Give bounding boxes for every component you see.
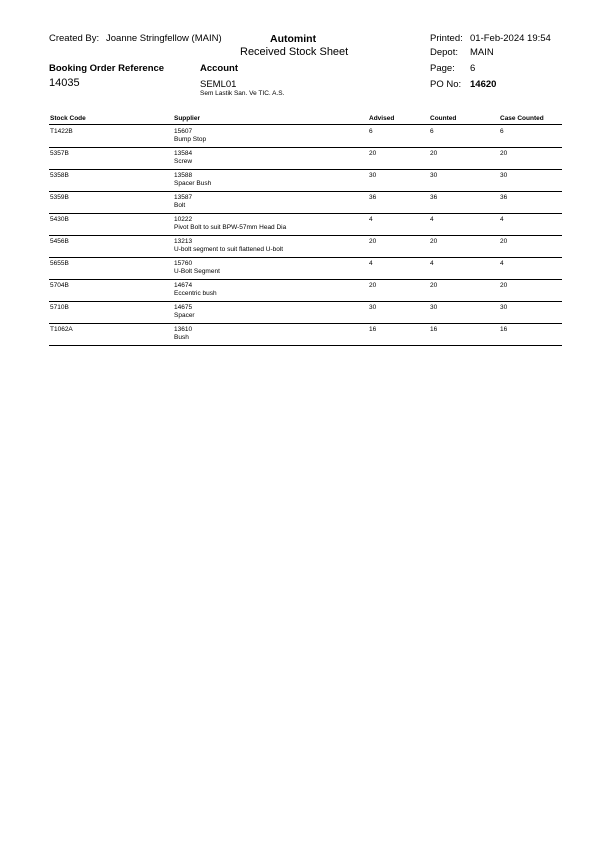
table-row xyxy=(49,147,562,170)
advised-qty: 20 xyxy=(369,238,377,245)
depot-value: MAIN xyxy=(470,47,494,58)
advised-qty: 4 xyxy=(369,260,373,267)
stock-code: 5456B xyxy=(50,238,69,245)
page-value: 6 xyxy=(470,63,476,74)
case-counted-qty: 6 xyxy=(500,128,504,135)
created-by-value: Joanne Stringfellow (MAIN) xyxy=(106,33,222,44)
supplier-code: 13610 xyxy=(174,326,193,333)
item-description: Pivot Bolt to suit BPW-57mm Head Dia xyxy=(174,224,287,231)
item-description: Bush xyxy=(174,334,189,341)
po-label: PO No: xyxy=(430,79,462,90)
stock-code: 5704B xyxy=(50,282,69,289)
table-row xyxy=(49,213,562,236)
table-row xyxy=(49,125,562,148)
table-row xyxy=(49,279,562,302)
column-header-counted: Counted xyxy=(430,115,457,122)
item-description: Spacer xyxy=(174,312,195,319)
counted-qty: 20 xyxy=(430,238,438,245)
stock-code: 5710B xyxy=(50,304,69,311)
booking-order-value: 14035 xyxy=(49,77,80,89)
counted-qty: 36 xyxy=(430,194,438,201)
advised-qty: 30 xyxy=(369,172,377,179)
item-description: Screw xyxy=(174,158,193,165)
case-counted-qty: 30 xyxy=(500,172,508,179)
case-counted-qty: 4 xyxy=(500,260,504,267)
item-description: Bump Stop xyxy=(174,136,207,143)
printed-value: 01-Feb-2024 19:54 xyxy=(470,33,551,44)
stock-code: 5357B xyxy=(50,150,69,157)
stock-code: T1422B xyxy=(50,128,73,135)
case-counted-qty: 20 xyxy=(500,238,508,245)
po-value: 14620 xyxy=(470,79,497,90)
supplier-code: 13588 xyxy=(174,172,193,179)
case-counted-qty: 20 xyxy=(500,282,508,289)
column-header-advised: Advised xyxy=(369,115,395,122)
account-code: SEML01 xyxy=(200,79,237,90)
supplier-code: 13213 xyxy=(174,238,193,245)
supplier-code: 13587 xyxy=(174,194,193,201)
account-name: Sem Lastik San. Ve TIC. A.S. xyxy=(200,90,285,97)
item-description: Spacer Bush xyxy=(174,180,212,187)
depot-label: Depot: xyxy=(430,47,458,58)
counted-qty: 4 xyxy=(430,216,434,223)
advised-qty: 20 xyxy=(369,282,377,289)
stock-code: 5430B xyxy=(50,216,69,223)
item-description: U-bolt segment to suit flattened U-bolt xyxy=(174,246,284,253)
table-header xyxy=(49,112,562,124)
advised-qty: 4 xyxy=(369,216,373,223)
page-title: Received Stock Sheet xyxy=(240,46,349,58)
column-header-stock-code: Stock Code xyxy=(50,115,86,122)
table-row xyxy=(49,301,562,324)
supplier-code: 14675 xyxy=(174,304,193,311)
column-header-case-counted: Case Counted xyxy=(500,115,544,122)
stock-code: 5358B xyxy=(50,172,69,179)
table-row xyxy=(49,323,562,346)
table-row xyxy=(49,235,562,258)
counted-qty: 30 xyxy=(430,304,438,311)
counted-qty: 30 xyxy=(430,172,438,179)
supplier-code: 14674 xyxy=(174,282,193,289)
advised-qty: 20 xyxy=(369,150,377,157)
table-row xyxy=(49,169,562,192)
counted-qty: 20 xyxy=(430,282,438,289)
advised-qty: 36 xyxy=(369,194,377,201)
advised-qty: 16 xyxy=(369,326,377,333)
supplier-code: 15760 xyxy=(174,260,193,267)
stock-code: 5359B xyxy=(50,194,69,201)
printed-label: Printed: xyxy=(430,33,463,44)
table-row xyxy=(49,257,562,280)
counted-qty: 6 xyxy=(430,128,434,135)
advised-qty: 6 xyxy=(369,128,373,135)
counted-qty: 16 xyxy=(430,326,438,333)
account-label: Account xyxy=(200,63,238,74)
stock-code: T1062A xyxy=(50,326,73,333)
counted-qty: 4 xyxy=(430,260,434,267)
stock-code: 5655B xyxy=(50,260,69,267)
company-name: Automint xyxy=(270,33,317,45)
table-row xyxy=(49,191,562,214)
item-description: U-Bolt Segment xyxy=(174,268,220,275)
case-counted-qty: 30 xyxy=(500,304,508,311)
created-by-label: Created By: xyxy=(49,33,100,44)
page-label: Page: xyxy=(430,63,455,74)
item-description: Eccentric bush xyxy=(174,290,217,297)
supplier-code: 15607 xyxy=(174,128,193,135)
supplier-code: 13584 xyxy=(174,150,193,157)
case-counted-qty: 20 xyxy=(500,150,508,157)
counted-qty: 20 xyxy=(430,150,438,157)
booking-order-label: Booking Order Reference xyxy=(49,63,165,74)
case-counted-qty: 4 xyxy=(500,216,504,223)
case-counted-qty: 36 xyxy=(500,194,508,201)
case-counted-qty: 16 xyxy=(500,326,508,333)
advised-qty: 30 xyxy=(369,304,377,311)
item-description: Bolt xyxy=(174,202,186,209)
supplier-code: 10222 xyxy=(174,216,193,223)
column-header-supplier: Supplier xyxy=(174,115,201,122)
